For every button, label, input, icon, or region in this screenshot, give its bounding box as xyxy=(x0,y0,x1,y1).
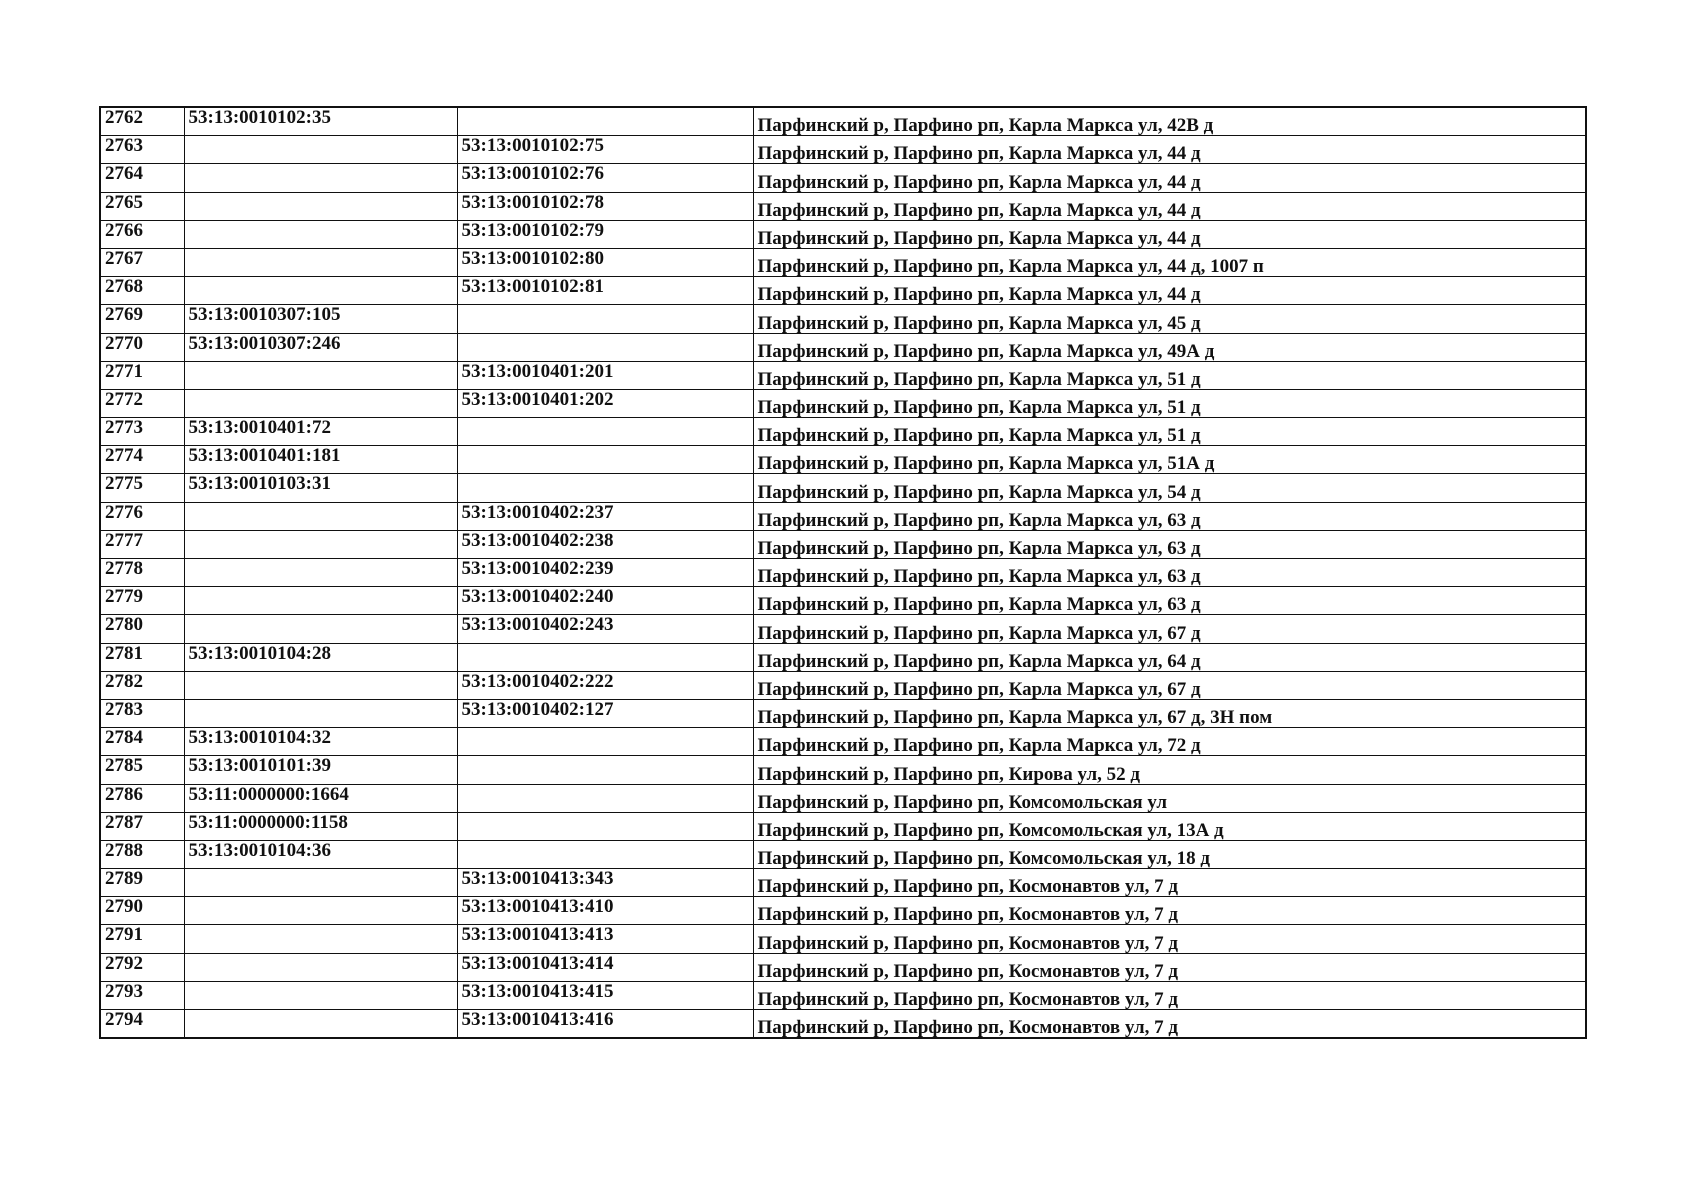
row-number-cell: 2787 xyxy=(100,812,184,840)
row-number-cell: 2789 xyxy=(100,869,184,897)
row-number-cell: 2772 xyxy=(100,389,184,417)
table-row xyxy=(100,756,1586,784)
cadastral-number-cell xyxy=(184,925,457,953)
cadastral-number-cell: 53:13:0010102:35 xyxy=(184,107,457,136)
row-number-cell: 2768 xyxy=(100,277,184,305)
related-cadastral-number-cell xyxy=(457,305,753,333)
row-number-cell: 2779 xyxy=(100,587,184,615)
row-number-cell: 2769 xyxy=(100,305,184,333)
address-cell: Парфинский р, Парфино рп, Комсомольская ул xyxy=(753,784,1586,812)
cadastral-number-cell xyxy=(184,389,457,417)
row-number-cell: 2786 xyxy=(100,784,184,812)
row-number-cell: 2777 xyxy=(100,530,184,558)
related-cadastral-number-cell: 53:13:0010102:81 xyxy=(457,277,753,305)
cadastral-number-cell: 53:13:0010401:72 xyxy=(184,418,457,446)
address-cell: Парфинский р, Парфино рп, Карла Маркса ул, 67 д, 3Н пом xyxy=(753,699,1586,727)
related-cadastral-number-cell xyxy=(457,728,753,756)
cadastral-number-cell xyxy=(184,699,457,727)
row-number-cell: 2771 xyxy=(100,361,184,389)
address-cell: Парфинский р, Парфино рп, Карла Маркса ул, 44 д xyxy=(753,192,1586,220)
address-cell: Парфинский р, Парфино рп, Космонавтов ул, 7 д xyxy=(753,869,1586,897)
table-row xyxy=(100,361,1586,389)
address-cell: Парфинский р, Парфино рп, Карла Маркса ул, 63 д xyxy=(753,559,1586,587)
table-row xyxy=(100,474,1586,502)
address-cell: Парфинский р, Парфино рп, Карла Маркса ул, 72 д xyxy=(753,728,1586,756)
table-row xyxy=(100,643,1586,671)
cadastral-number-cell xyxy=(184,1010,457,1039)
row-number-cell: 2780 xyxy=(100,615,184,643)
address-cell: Парфинский р, Парфино рп, Карла Маркса ул, 45 д xyxy=(753,305,1586,333)
table-row xyxy=(100,840,1586,868)
row-number-cell: 2764 xyxy=(100,164,184,192)
related-cadastral-number-cell: 53:13:0010413:343 xyxy=(457,869,753,897)
table-row xyxy=(100,869,1586,897)
table-row xyxy=(100,587,1586,615)
cadastral-number-cell xyxy=(184,953,457,981)
related-cadastral-number-cell: 53:13:0010401:202 xyxy=(457,389,753,417)
address-cell: Парфинский р, Парфино рп, Карла Маркса ул, 54 д xyxy=(753,474,1586,502)
related-cadastral-number-cell: 53:13:0010402:222 xyxy=(457,671,753,699)
address-cell: Парфинский р, Парфино рп, Карла Маркса ул, 51 д xyxy=(753,361,1586,389)
cadastral-number-cell xyxy=(184,164,457,192)
related-cadastral-number-cell xyxy=(457,446,753,474)
table-row xyxy=(100,333,1586,361)
related-cadastral-number-cell: 53:13:0010413:414 xyxy=(457,953,753,981)
row-number-cell: 2793 xyxy=(100,981,184,1009)
address-cell: Парфинский р, Парфино рп, Космонавтов ул, 7 д xyxy=(753,1010,1586,1039)
address-cell: Парфинский р, Парфино рп, Космонавтов ул, 7 д xyxy=(753,953,1586,981)
cadastral-number-cell xyxy=(184,192,457,220)
related-cadastral-number-cell: 53:13:0010413:413 xyxy=(457,925,753,953)
related-cadastral-number-cell: 53:13:0010102:75 xyxy=(457,136,753,164)
address-cell: Парфинский р, Парфино рп, Космонавтов ул, 7 д xyxy=(753,925,1586,953)
related-cadastral-number-cell: 53:13:0010402:127 xyxy=(457,699,753,727)
table-row xyxy=(100,502,1586,530)
related-cadastral-number-cell: 53:13:0010402:237 xyxy=(457,502,753,530)
row-number-cell: 2775 xyxy=(100,474,184,502)
row-number-cell: 2784 xyxy=(100,728,184,756)
related-cadastral-number-cell xyxy=(457,333,753,361)
row-number-cell: 2782 xyxy=(100,671,184,699)
row-number-cell: 2785 xyxy=(100,756,184,784)
table-row xyxy=(100,446,1586,474)
table-row xyxy=(100,192,1586,220)
cadastral-number-cell xyxy=(184,361,457,389)
table-row xyxy=(100,248,1586,276)
address-cell: Парфинский р, Парфино рп, Карла Маркса ул, 51 д xyxy=(753,418,1586,446)
table-row xyxy=(100,925,1586,953)
table-row xyxy=(100,389,1586,417)
table-row xyxy=(100,897,1586,925)
address-cell: Парфинский р, Парфино рп, Карла Маркса ул, 44 д, 1007 п xyxy=(753,248,1586,276)
related-cadastral-number-cell: 53:13:0010102:79 xyxy=(457,220,753,248)
related-cadastral-number-cell: 53:13:0010102:76 xyxy=(457,164,753,192)
row-number-cell: 2766 xyxy=(100,220,184,248)
table-row xyxy=(100,615,1586,643)
cadastral-number-cell xyxy=(184,981,457,1009)
address-cell: Парфинский р, Парфино рп, Карла Маркса ул, 51 д xyxy=(753,389,1586,417)
cadastral-number-cell xyxy=(184,502,457,530)
cadastral-number-cell: 53:13:0010307:246 xyxy=(184,333,457,361)
related-cadastral-number-cell: 53:13:0010402:240 xyxy=(457,587,753,615)
cadastral-number-cell xyxy=(184,248,457,276)
address-cell: Парфинский р, Парфино рп, Карла Маркса ул, 49А д xyxy=(753,333,1586,361)
table-row xyxy=(100,220,1586,248)
address-cell: Парфинский р, Парфино рп, Карла Маркса ул, 42В д xyxy=(753,107,1586,136)
cadastral-number-cell: 53:13:0010104:32 xyxy=(184,728,457,756)
registry-table-body xyxy=(100,107,1586,1038)
cadastral-number-cell: 53:13:0010103:31 xyxy=(184,474,457,502)
address-cell: Парфинский р, Парфино рп, Карла Маркса ул, 51А д xyxy=(753,446,1586,474)
address-cell: Парфинский р, Парфино рп, Карла Маркса ул, 44 д xyxy=(753,164,1586,192)
row-number-cell: 2783 xyxy=(100,699,184,727)
related-cadastral-number-cell xyxy=(457,474,753,502)
row-number-cell: 2792 xyxy=(100,953,184,981)
related-cadastral-number-cell xyxy=(457,784,753,812)
cadastral-number-cell xyxy=(184,869,457,897)
table-row xyxy=(100,784,1586,812)
related-cadastral-number-cell: 53:13:0010413:410 xyxy=(457,897,753,925)
cadastral-number-cell: 53:11:0000000:1664 xyxy=(184,784,457,812)
row-number-cell: 2790 xyxy=(100,897,184,925)
table-row xyxy=(100,136,1586,164)
address-cell: Парфинский р, Парфино рп, Космонавтов ул, 7 д xyxy=(753,981,1586,1009)
address-cell: Парфинский р, Парфино рп, Карла Маркса ул, 64 д xyxy=(753,643,1586,671)
address-cell: Парфинский р, Парфино рп, Космонавтов ул, 7 д xyxy=(753,897,1586,925)
row-number-cell: 2763 xyxy=(100,136,184,164)
address-cell: Парфинский р, Парфино рп, Карла Маркса ул, 63 д xyxy=(753,502,1586,530)
related-cadastral-number-cell xyxy=(457,643,753,671)
related-cadastral-number-cell xyxy=(457,418,753,446)
related-cadastral-number-cell xyxy=(457,107,753,136)
row-number-cell: 2762 xyxy=(100,107,184,136)
cadastral-number-cell: 53:11:0000000:1158 xyxy=(184,812,457,840)
row-number-cell: 2791 xyxy=(100,925,184,953)
cadastral-number-cell xyxy=(184,136,457,164)
table-row xyxy=(100,559,1586,587)
row-number-cell: 2794 xyxy=(100,1010,184,1039)
cadastral-number-cell xyxy=(184,897,457,925)
table-row xyxy=(100,107,1586,136)
cadastral-number-cell: 53:13:0010104:36 xyxy=(184,840,457,868)
table-row xyxy=(100,164,1586,192)
table-row xyxy=(100,305,1586,333)
address-cell: Парфинский р, Парфино рп, Комсомольская ул, 13А д xyxy=(753,812,1586,840)
related-cadastral-number-cell xyxy=(457,840,753,868)
address-cell: Парфинский р, Парфино рп, Карла Маркса ул, 67 д xyxy=(753,671,1586,699)
related-cadastral-number-cell xyxy=(457,812,753,840)
cadastral-number-cell: 53:13:0010401:181 xyxy=(184,446,457,474)
cadastral-number-cell xyxy=(184,671,457,699)
address-cell: Парфинский р, Парфино рп, Карла Маркса ул, 44 д xyxy=(753,277,1586,305)
table-row xyxy=(100,671,1586,699)
address-cell: Парфинский р, Парфино рп, Карла Маркса ул, 67 д xyxy=(753,615,1586,643)
cadastral-number-cell xyxy=(184,615,457,643)
row-number-cell: 2776 xyxy=(100,502,184,530)
related-cadastral-number-cell: 53:13:0010413:416 xyxy=(457,1010,753,1039)
address-cell: Парфинский р, Парфино рп, Карла Маркса ул, 44 д xyxy=(753,220,1586,248)
registry-table xyxy=(99,106,1587,1039)
cadastral-number-cell xyxy=(184,220,457,248)
related-cadastral-number-cell: 53:13:0010402:239 xyxy=(457,559,753,587)
related-cadastral-number-cell: 53:13:0010402:238 xyxy=(457,530,753,558)
table-row xyxy=(100,1010,1586,1039)
related-cadastral-number-cell: 53:13:0010102:78 xyxy=(457,192,753,220)
related-cadastral-number-cell: 53:13:0010402:243 xyxy=(457,615,753,643)
address-cell: Парфинский р, Парфино рп, Карла Маркса ул, 44 д xyxy=(753,136,1586,164)
table-row xyxy=(100,812,1586,840)
row-number-cell: 2778 xyxy=(100,559,184,587)
related-cadastral-number-cell: 53:13:0010413:415 xyxy=(457,981,753,1009)
table-row xyxy=(100,530,1586,558)
table-row xyxy=(100,981,1586,1009)
row-number-cell: 2767 xyxy=(100,248,184,276)
address-cell: Парфинский р, Парфино рп, Кирова ул, 52 д xyxy=(753,756,1586,784)
row-number-cell: 2765 xyxy=(100,192,184,220)
related-cadastral-number-cell xyxy=(457,756,753,784)
address-cell: Парфинский р, Парфино рп, Комсомольская ул, 18 д xyxy=(753,840,1586,868)
cadastral-number-cell: 53:13:0010104:28 xyxy=(184,643,457,671)
cadastral-number-cell: 53:13:0010307:105 xyxy=(184,305,457,333)
related-cadastral-number-cell: 53:13:0010401:201 xyxy=(457,361,753,389)
row-number-cell: 2773 xyxy=(100,418,184,446)
cadastral-number-cell xyxy=(184,277,457,305)
address-cell: Парфинский р, Парфино рп, Карла Маркса ул, 63 д xyxy=(753,530,1586,558)
related-cadastral-number-cell: 53:13:0010102:80 xyxy=(457,248,753,276)
cadastral-number-cell xyxy=(184,587,457,615)
row-number-cell: 2770 xyxy=(100,333,184,361)
address-cell: Парфинский р, Парфино рп, Карла Маркса ул, 63 д xyxy=(753,587,1586,615)
row-number-cell: 2788 xyxy=(100,840,184,868)
cadastral-number-cell xyxy=(184,559,457,587)
table-row xyxy=(100,728,1586,756)
cadastral-number-cell xyxy=(184,530,457,558)
row-number-cell: 2781 xyxy=(100,643,184,671)
table-row xyxy=(100,953,1586,981)
cadastral-number-cell: 53:13:0010101:39 xyxy=(184,756,457,784)
table-row xyxy=(100,699,1586,727)
table-row xyxy=(100,418,1586,446)
row-number-cell: 2774 xyxy=(100,446,184,474)
table-row xyxy=(100,277,1586,305)
